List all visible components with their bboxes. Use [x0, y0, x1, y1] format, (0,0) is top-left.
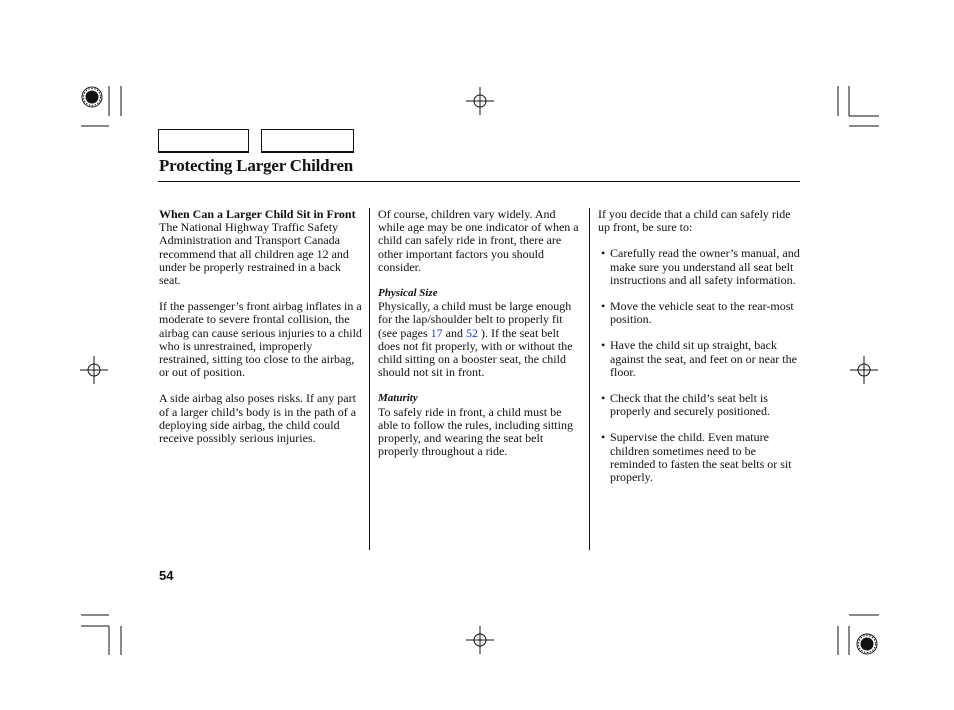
col1-heading: When Can a Larger Child Sit in Front [159, 207, 356, 221]
header-tab-box [261, 129, 354, 153]
registration-crosshair-icon [80, 356, 108, 384]
list-item-text: Check that the child’s seat belt is properly and securely positioned. [610, 391, 770, 419]
col2-intro: Of course, children vary widely. And while age may be one indicator of when a child can safely ride in front, there are other important factors you should consider. [378, 207, 579, 274]
registration-crosshair-icon [466, 626, 494, 654]
col2-paragraph-maturity: To safely ride in front, a child must be able to follow the rules, including sitting properly, and wearing the seat belt properly throughout a ride. [378, 404, 573, 459]
list-item-text: Have the child sit up straight, back against the seat, and feet on or near the floor. [610, 338, 797, 379]
list-item [598, 300, 804, 326]
col2-paragraph-physical-size [378, 300, 584, 379]
list-item-text: Supervise the child. Even mature children sometimes need to be reminded to fasten the seat belts or sit properly. [610, 430, 792, 485]
column-3 [598, 208, 804, 484]
list-item [598, 247, 804, 287]
section-title: Protecting Larger Children [159, 156, 354, 175]
column-2 [378, 208, 584, 458]
checklist [598, 247, 804, 484]
title-rule [158, 181, 800, 182]
col1-paragraph: The National Highway Traffic Safety Administration and Transport Canada recommend that all children age 12 and under be properly restrained in a back seat. [159, 220, 349, 288]
page-link-52[interactable]: 52 [465, 325, 478, 340]
list-item [598, 339, 804, 379]
text-run: Physically, a child must be large enough for the lap/shoulder belt to properly fit (see pages [378, 299, 572, 340]
bullet: • [601, 338, 606, 353]
list-item [598, 392, 804, 418]
col2-subheading-maturity: Maturity [378, 392, 418, 405]
registration-crosshair-icon [466, 87, 494, 115]
column-1 [159, 208, 363, 445]
col3-intro: If you decide that a child can safely ride up front, be sure to: [598, 207, 791, 235]
registration-dot-icon [856, 633, 878, 655]
text-run: ). If the seat belt does not fit properly, with or without the child sitting on a booster seat, the child should not sit in front. [378, 325, 573, 380]
bullet: • [601, 246, 606, 261]
registration-dot-icon [81, 86, 103, 108]
column-divider [589, 208, 590, 550]
page-number: 54 [159, 568, 174, 583]
text-run: and [442, 325, 466, 340]
header-tab-box [158, 129, 249, 153]
column-divider [369, 208, 370, 550]
col1-paragraph: If the passenger’s front airbag inflates in a moderate to severe frontal collision, the airbag can cause serious injuries to a child who is unrestrained, improperly restrained, sitting too close to the airbag, or out of position. [159, 299, 362, 380]
list-item-text: Move the vehicle seat to the rear-most position. [610, 299, 794, 327]
registration-crosshair-icon [850, 356, 878, 384]
list-item-text: Carefully read the owner’s manual, and make sure you understand all seat belt instructions and all safety information. [610, 246, 800, 287]
page-link-17[interactable]: 17 [430, 325, 443, 340]
col2-subheading-physical-size: Physical Size [378, 287, 438, 300]
list-item [598, 431, 804, 484]
bullet: • [601, 430, 606, 445]
bullet: • [601, 391, 606, 406]
col1-paragraph: A side airbag also poses risks. If any part of a larger child’s body is in the path of a deploying side airbag, the child could receive possibly serious injuries. [159, 391, 357, 446]
bullet: • [601, 299, 606, 314]
